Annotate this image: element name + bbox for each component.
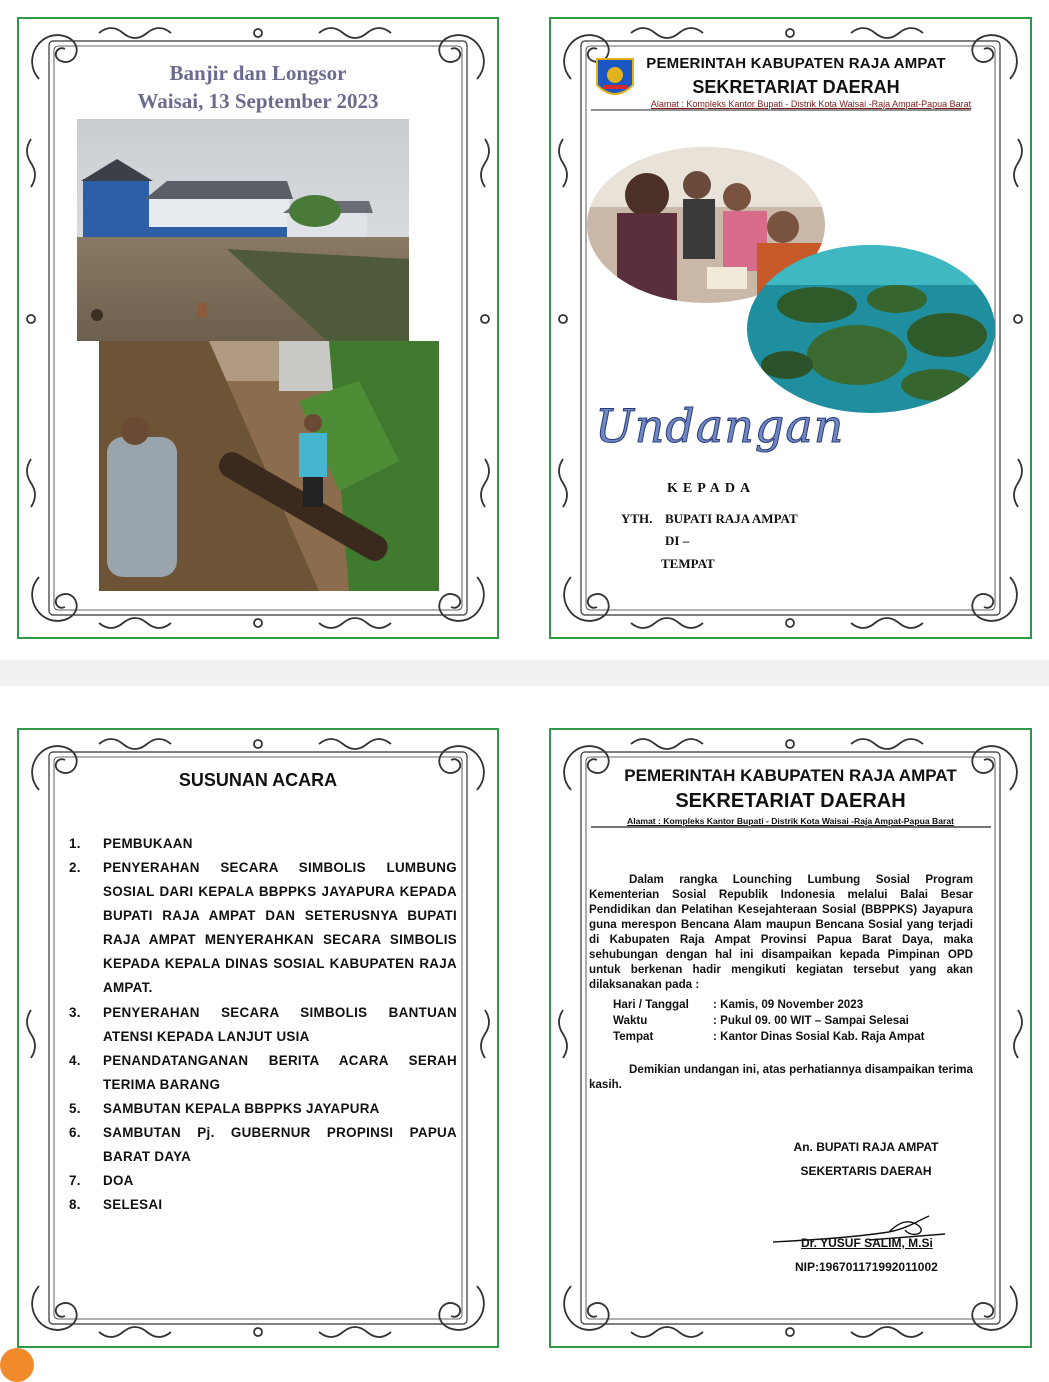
signer-line1: An. BUPATI RAJA AMPAT bbox=[793, 1140, 939, 1154]
agenda-line: TERIMA BARANG bbox=[103, 1077, 221, 1092]
agenda-num: 5. bbox=[69, 1101, 81, 1116]
agenda-line: BUPATI RAJA AMPAT DAN SETERUSNYA BUPATI bbox=[103, 908, 457, 923]
detail-label: Hari / Tanggal bbox=[613, 998, 689, 1011]
gov-title: PEMERINTAH KABUPATEN RAJA AMPAT bbox=[646, 55, 946, 72]
agenda-line: BARAT DAYA bbox=[103, 1149, 192, 1164]
landslide-photo bbox=[99, 341, 439, 591]
detail-label: Tempat bbox=[613, 1030, 654, 1043]
scroll-indicator[interactable] bbox=[0, 1348, 34, 1382]
islands-photo bbox=[747, 245, 995, 413]
agenda-line: RAJA AMPAT MENYERAHKAN SECARA SIMBOLIS bbox=[103, 932, 457, 947]
agenda-num: 2. bbox=[69, 860, 81, 875]
agenda-line: SAMBUTAN Pj. GUBERNUR PROPINSI PAPUA bbox=[103, 1125, 457, 1140]
letter-paragraph: Dalam rangka Lounching Lumbung Sosial Program Kementerian Sosial Republik Indonesia melalui Balai Besar Pendidikan dan Pelatihan Kesejahteraan Sosial (BBPPKS) Jayapura guna merespon Bencana Alam maupun Bencana Sosial yang terjadi di Kabupaten Raja Ampat Provinsi Papua Barat Daya, maka sehubungan dengan hal ini disampaikan kepada Pimpinan OPD untuk berkenan hadir mengikuti kegiatan tersebut yang akan dilaksanakan pada : bbox=[589, 873, 973, 991]
agenda-num: 8. bbox=[69, 1197, 81, 1212]
agenda-line: ATENSI KEPADA LANJUT USIA bbox=[103, 1029, 310, 1044]
cover-title-line2: Waisai, 13 September 2023 bbox=[137, 89, 379, 113]
kepada-label: KEPADA bbox=[667, 481, 756, 496]
agenda-line: SELESAI bbox=[103, 1197, 163, 1212]
agenda-line: AMPAT. bbox=[103, 980, 153, 995]
agenda-title: SUSUNAN ACARA bbox=[178, 770, 338, 790]
invitation-cover-panel bbox=[549, 17, 1032, 639]
agenda-num: 4. bbox=[69, 1053, 81, 1068]
agenda-line: PENYERAHAN SECARA SIMBOLIS BANTUAN bbox=[103, 1005, 457, 1020]
recipient: BUPATI RAJA AMPAT bbox=[665, 511, 798, 526]
letter-address: Alamat : Kompleks Kantor Bupati - Distrik Kota Waisai -Raja Ampat-Papua Barat bbox=[627, 816, 954, 826]
cover-title-line1: Banjir dan Longsor bbox=[169, 61, 347, 85]
letter-office-title: SEKRETARIAT DAERAH bbox=[675, 790, 906, 812]
cover-panel bbox=[17, 17, 499, 639]
agenda-num: 1. bbox=[69, 836, 81, 851]
agenda-panel bbox=[17, 728, 499, 1348]
agenda-line: DOA bbox=[103, 1173, 134, 1188]
agenda-line: KEPADA KEPALA DINAS SOSIAL KABUPATEN RAJA bbox=[103, 956, 457, 971]
agenda-line: PENANDATANGANAN BERITA ACARA SERAH bbox=[103, 1053, 457, 1068]
tempat-label: TEMPAT bbox=[661, 556, 715, 571]
office-address: Alamat : Kompleks Kantor Bupati - Distrik Kota Waisai -Raja Ampat-Papua Barat bbox=[650, 99, 972, 109]
di-label: DI – bbox=[665, 533, 690, 548]
detail-value: : Kamis, 09 November 2023 bbox=[713, 998, 864, 1011]
signer-line2: SEKERTARIS DAERAH bbox=[800, 1164, 932, 1178]
agenda-line: SAMBUTAN KEPALA BBPPKS JAYAPURA bbox=[103, 1101, 380, 1116]
agenda-num: 3. bbox=[69, 1005, 81, 1020]
letter-panel bbox=[549, 728, 1032, 1348]
agenda-num: 6. bbox=[69, 1125, 81, 1140]
letter-gov-title: PEMERINTAH KABUPATEN RAJA AMPAT bbox=[624, 766, 957, 785]
agenda-num: 7. bbox=[69, 1173, 81, 1188]
page-separator bbox=[0, 660, 1049, 686]
agenda-list bbox=[69, 832, 459, 1232]
flood-photo bbox=[77, 119, 409, 341]
signer-nip: NIP:196701171992011002 bbox=[795, 1260, 938, 1274]
invitation-heading: Undangan bbox=[595, 399, 845, 453]
agenda-line: PENYERAHAN SECARA SIMBOLIS LUMBUNG bbox=[103, 860, 457, 875]
signer-name: Dr. YUSUF SALIM, M.Si bbox=[801, 1236, 933, 1250]
agenda-line: PEMBUKAAN bbox=[103, 836, 193, 851]
office-title: SEKRETARIAT DAERAH bbox=[692, 77, 900, 97]
detail-value: : Pukul 09. 00 WIT – Sampai Selesai bbox=[713, 1014, 909, 1027]
detail-label: Waktu bbox=[613, 1014, 648, 1027]
yth-label: YTH. bbox=[621, 511, 653, 526]
agenda-line: SOSIAL DARI KEPALA BBPPKS JAYAPURA KEPADA bbox=[103, 884, 457, 899]
letter-closing: Demikian undangan ini, atas perhatiannya disampaikan terima kasih. bbox=[589, 1063, 973, 1091]
detail-value: : Kantor Dinas Sosial Kab. Raja Ampat bbox=[713, 1030, 925, 1043]
